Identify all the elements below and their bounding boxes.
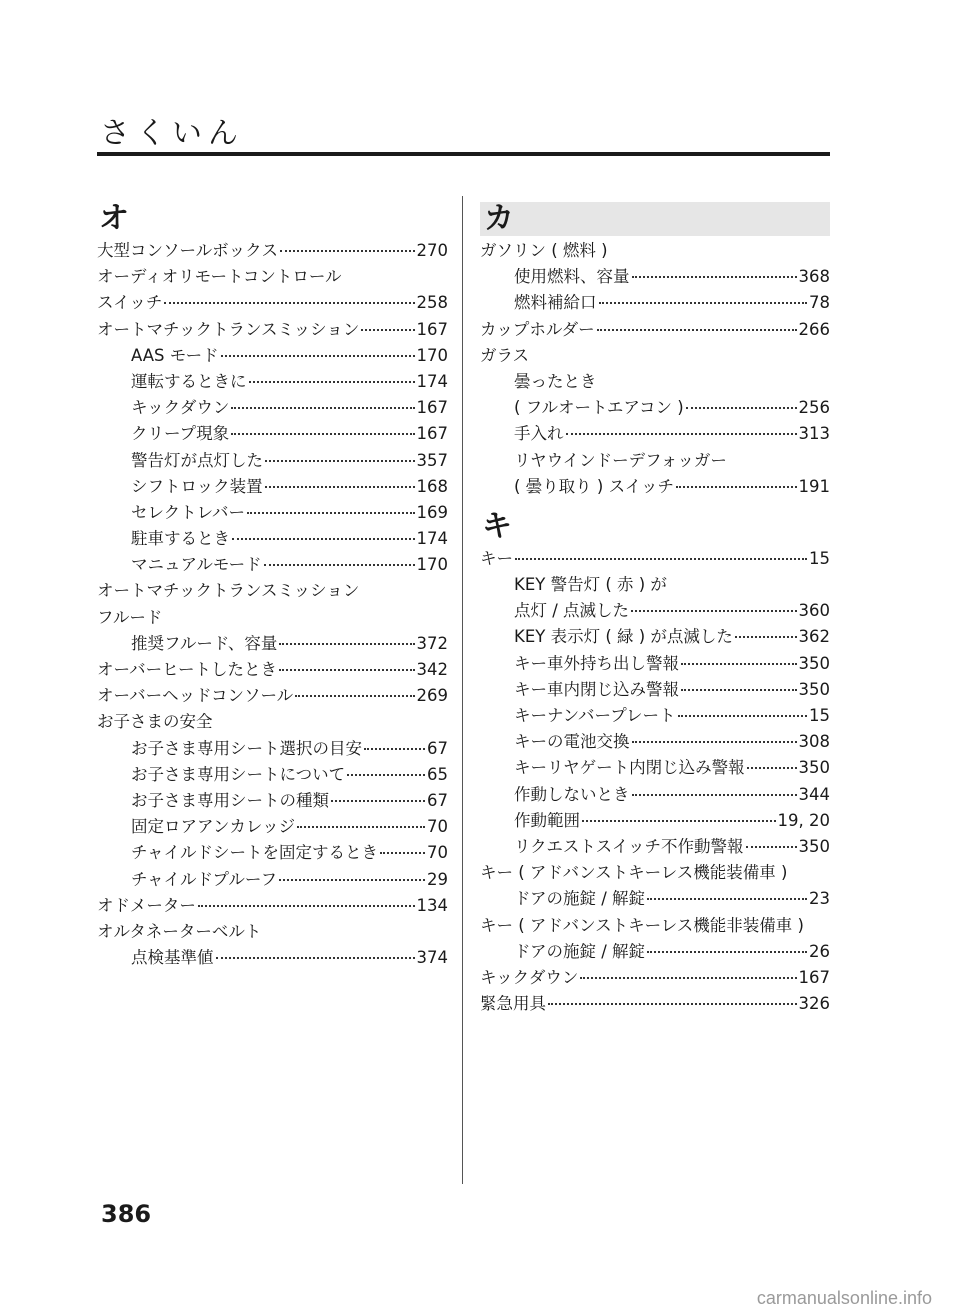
entry-page-number: 174 xyxy=(416,371,448,391)
index-entry xyxy=(97,474,448,500)
index-entry xyxy=(480,238,830,264)
index-entry xyxy=(97,578,448,604)
title-rule xyxy=(97,152,830,156)
entry-page-number: 67 xyxy=(427,790,448,810)
dot-leader xyxy=(198,905,415,907)
entry-label: セレクトレバー xyxy=(131,502,246,522)
index-entry xyxy=(97,290,448,316)
entry-label: シフトロック装置 xyxy=(131,476,263,496)
entry-label: ( フルオートエアコン ) xyxy=(514,398,684,418)
page-number: 386 xyxy=(101,1200,152,1228)
entry-label: チャイルドシートを固定するとき xyxy=(131,843,379,863)
entry-page-number: 174 xyxy=(416,529,448,549)
entry-label: お子さま専用シート選択の目安 xyxy=(131,738,362,758)
entry-label: キー車内閉じ込み警報 xyxy=(514,679,679,699)
index-entry xyxy=(480,474,830,500)
column-divider xyxy=(462,196,463,1184)
entry-label: 大型コンソールボックス xyxy=(97,241,279,260)
index-entry-list xyxy=(480,546,830,1017)
entry-page-number: 270 xyxy=(416,241,448,260)
index-entry xyxy=(97,736,448,762)
dot-leader xyxy=(249,381,415,383)
entry-label: お子さま専用シートについて xyxy=(131,764,346,784)
dot-leader xyxy=(647,898,807,900)
entry-page-number: 362 xyxy=(798,627,830,647)
dot-leader xyxy=(364,748,425,750)
dot-leader xyxy=(676,486,797,488)
index-entry xyxy=(480,598,830,624)
entry-page-number: 67 xyxy=(427,738,448,758)
entry-label: 点検基準値 xyxy=(131,948,214,968)
dot-leader xyxy=(232,538,415,540)
entry-label: ドアの施錠 / 解錠 xyxy=(514,941,646,961)
index-entry xyxy=(480,448,830,474)
entry-page-number: 372 xyxy=(416,633,448,653)
dot-leader xyxy=(295,695,414,697)
entry-page-number: 256 xyxy=(798,398,830,418)
index-entry xyxy=(97,421,448,447)
index-entry xyxy=(97,919,448,945)
dot-leader xyxy=(380,852,425,854)
dot-leader xyxy=(735,636,797,638)
index-entry xyxy=(97,867,448,893)
index-entry xyxy=(97,945,448,971)
entry-label: 手入れ xyxy=(514,424,564,444)
entry-page-number: 23 xyxy=(809,889,830,909)
dot-leader xyxy=(597,329,797,331)
index-entry xyxy=(97,840,448,866)
index-entry xyxy=(97,709,448,735)
index-entry xyxy=(97,317,448,343)
entry-label: キー xyxy=(480,548,513,568)
entry-label: リヤウインドーデフォッガー xyxy=(514,450,727,470)
index-entry xyxy=(97,552,448,578)
dot-leader xyxy=(280,250,414,252)
index-entry xyxy=(97,814,448,840)
entry-page-number: 350 xyxy=(798,836,830,856)
dot-leader xyxy=(686,407,797,409)
index-entry xyxy=(480,729,830,755)
entry-page-number: 167 xyxy=(416,319,448,339)
entry-page-number: 167 xyxy=(416,424,448,444)
dot-leader xyxy=(279,643,414,645)
dot-leader xyxy=(361,329,414,331)
entry-page-number: 326 xyxy=(798,994,830,1014)
index-entry xyxy=(480,317,830,343)
index-entry xyxy=(97,238,448,264)
entry-label: ガソリン ( 燃料 ) xyxy=(480,241,608,260)
entry-page-number: 308 xyxy=(798,732,830,752)
index-column-left xyxy=(97,196,448,971)
entry-label: 使用燃料、容量 xyxy=(514,267,630,287)
section-heading-ki: キ xyxy=(482,508,512,544)
index-entry xyxy=(97,683,448,709)
entry-page-number: 167 xyxy=(798,967,830,987)
entry-page-number: 169 xyxy=(416,502,448,522)
watermark: carmanualsonline.info xyxy=(756,1288,932,1308)
entry-page-number: 350 xyxy=(798,679,830,699)
entry-label: 緊急用具 xyxy=(480,994,546,1014)
dot-leader xyxy=(678,715,807,717)
dot-leader xyxy=(548,1003,797,1005)
dot-leader xyxy=(647,951,807,953)
entry-label: ガラス xyxy=(480,345,530,365)
index-entry xyxy=(480,939,830,965)
dot-leader xyxy=(247,512,414,514)
index-entry xyxy=(480,369,830,395)
index-entry xyxy=(480,965,830,991)
index-entry xyxy=(97,605,448,631)
index-entry xyxy=(480,624,830,650)
entry-label: マニュアルモード xyxy=(131,555,262,575)
dot-leader xyxy=(347,774,425,776)
index-entry xyxy=(480,913,830,939)
entry-page-number: 374 xyxy=(416,948,448,968)
entry-label: お子さま専用シートの種類 xyxy=(131,790,329,810)
entry-page-number: 168 xyxy=(416,476,448,496)
entry-label: 作動範囲 xyxy=(514,810,580,830)
index-entry xyxy=(480,991,830,1017)
index-entry xyxy=(97,657,448,683)
index-entry xyxy=(480,651,830,677)
entry-label: オーバーヘッドコンソール xyxy=(97,686,294,706)
dot-leader xyxy=(279,879,425,881)
index-entry xyxy=(480,343,830,369)
entry-page-number: 65 xyxy=(427,764,448,784)
entry-label: 曇ったとき xyxy=(514,371,597,391)
entry-page-number: 167 xyxy=(416,398,448,418)
index-entry xyxy=(97,448,448,474)
entry-label: 駐車するとき xyxy=(131,529,230,549)
index-entry xyxy=(97,788,448,814)
page-title: さくいん xyxy=(100,116,244,151)
entry-page-number: 29 xyxy=(427,869,448,889)
index-entry xyxy=(480,782,830,808)
index-entry xyxy=(97,264,448,290)
dot-leader xyxy=(331,800,425,802)
dot-leader xyxy=(297,826,425,828)
index-entry xyxy=(97,500,448,526)
entry-page-number: 344 xyxy=(798,784,830,804)
entry-page-number: 19, 20 xyxy=(777,810,830,830)
entry-label: 作動しないとき xyxy=(514,784,630,804)
entry-label: お子さまの安全 xyxy=(97,712,213,732)
entry-label: オドメーター xyxy=(97,895,196,915)
index-entry xyxy=(480,886,830,912)
entry-label: キックダウン xyxy=(131,398,230,418)
section-heading-ka: カ xyxy=(480,202,830,236)
index-entry xyxy=(97,526,448,552)
entry-label: リクエストスイッチ不作動警報 xyxy=(514,836,744,856)
entry-page-number: 258 xyxy=(416,293,448,313)
index-entry-list xyxy=(480,238,830,500)
entry-label: AAS モード xyxy=(131,345,219,365)
index-entry xyxy=(97,762,448,788)
dot-leader xyxy=(231,433,414,435)
entry-label: キーナンバープレート xyxy=(514,706,676,725)
entry-label: キーリヤゲート内閉じ込み警報 xyxy=(514,758,745,778)
entry-label: オートマチックトランスミッション xyxy=(97,319,360,339)
entry-label: KEY 表示灯 ( 緑 ) が点滅した xyxy=(514,627,733,647)
entry-label: オートマチックトランスミッション xyxy=(97,581,360,601)
index-entry xyxy=(97,395,448,421)
index-entry xyxy=(480,860,830,886)
entry-label: オーバーヒートしたとき xyxy=(97,660,278,679)
entry-page-number: 70 xyxy=(427,817,448,837)
index-entry xyxy=(97,369,448,395)
entry-page-number: 78 xyxy=(809,293,830,313)
dot-leader xyxy=(221,355,415,357)
entry-page-number: 191 xyxy=(798,476,830,496)
entry-page-number: 170 xyxy=(416,555,448,575)
dot-leader xyxy=(264,564,415,566)
entry-label: 燃料補給口 xyxy=(514,293,597,313)
entry-page-number: 134 xyxy=(416,895,448,915)
entry-label: フルード xyxy=(97,607,163,627)
dot-leader xyxy=(632,741,797,743)
entry-label: キックダウン xyxy=(480,967,579,987)
entry-label: 警告灯が点灯した xyxy=(131,450,263,470)
index-entry xyxy=(480,546,830,572)
entry-page-number: 313 xyxy=(798,424,830,444)
dot-leader xyxy=(632,276,797,278)
index-entry xyxy=(480,755,830,781)
dot-leader xyxy=(747,767,797,769)
entry-label: 点灯 / 点滅した xyxy=(514,601,630,621)
entry-label: チャイルドプルーフ xyxy=(131,869,278,889)
entry-page-number: 70 xyxy=(427,843,448,863)
index-entry xyxy=(480,703,830,729)
entry-label: 固定ロアアンカレッジ xyxy=(131,817,296,837)
entry-label: ドアの施錠 / 解錠 xyxy=(514,889,646,909)
dot-leader xyxy=(631,610,796,612)
dot-leader xyxy=(746,846,797,848)
entry-label: キー ( アドバンストキーレス機能装備車 ) xyxy=(480,863,788,883)
entry-label: キーの電池交換 xyxy=(514,732,630,752)
entry-page-number: 350 xyxy=(798,653,830,673)
entry-page-number: 266 xyxy=(798,319,830,339)
index-entry xyxy=(480,808,830,834)
dot-leader xyxy=(216,957,415,959)
dot-leader xyxy=(681,663,797,665)
entry-page-number: 15 xyxy=(809,706,830,725)
entry-label: KEY 警告灯 ( 赤 ) が xyxy=(514,575,667,595)
index-entry xyxy=(97,631,448,657)
entry-label: オルタネーターベルト xyxy=(97,921,262,941)
dot-leader xyxy=(265,486,415,488)
entry-label: 推奨フルード、容量 xyxy=(131,633,278,653)
dot-leader xyxy=(231,407,414,409)
entry-page-number: 269 xyxy=(416,686,448,706)
index-column-right xyxy=(480,196,830,1017)
entry-page-number: 342 xyxy=(416,660,448,679)
entry-label: スイッチ xyxy=(97,293,163,313)
index-entry xyxy=(480,834,830,860)
entry-label: キー車外持ち出し警報 xyxy=(514,653,679,673)
entry-page-number: 360 xyxy=(798,601,830,621)
dot-leader xyxy=(279,669,414,671)
dot-leader xyxy=(599,302,808,304)
index-entry-list xyxy=(97,238,448,971)
index-entry xyxy=(480,395,830,421)
index-entry xyxy=(480,264,830,290)
entry-page-number: 350 xyxy=(798,758,830,778)
entry-page-number: 357 xyxy=(416,450,448,470)
dot-leader xyxy=(582,820,776,822)
dot-leader xyxy=(632,794,797,796)
entry-page-number: 26 xyxy=(809,941,830,961)
index-entry xyxy=(480,290,830,316)
entry-label: オーディオリモートコントロール xyxy=(97,267,342,287)
entry-page-number: 368 xyxy=(798,267,830,287)
dot-leader xyxy=(515,558,807,560)
dot-leader xyxy=(681,689,797,691)
entry-label: クリープ現象 xyxy=(131,424,230,444)
index-entry xyxy=(480,421,830,447)
index-entry xyxy=(97,893,448,919)
entry-label: ( 曇り取り ) スイッチ xyxy=(514,476,674,496)
index-entry xyxy=(480,572,830,598)
dot-leader xyxy=(164,302,414,304)
index-entry xyxy=(97,343,448,369)
index-entry xyxy=(480,677,830,703)
dot-leader xyxy=(566,433,797,435)
section-heading-o: オ xyxy=(99,201,129,236)
entry-label: 運転するときに xyxy=(131,371,247,391)
dot-leader xyxy=(580,977,796,979)
entry-page-number: 170 xyxy=(416,345,448,365)
entry-page-number: 15 xyxy=(809,548,830,568)
entry-label: カップホルダー xyxy=(480,319,595,339)
entry-label: キー ( アドバンストキーレス機能非装備車 ) xyxy=(480,915,804,935)
dot-leader xyxy=(265,460,415,462)
